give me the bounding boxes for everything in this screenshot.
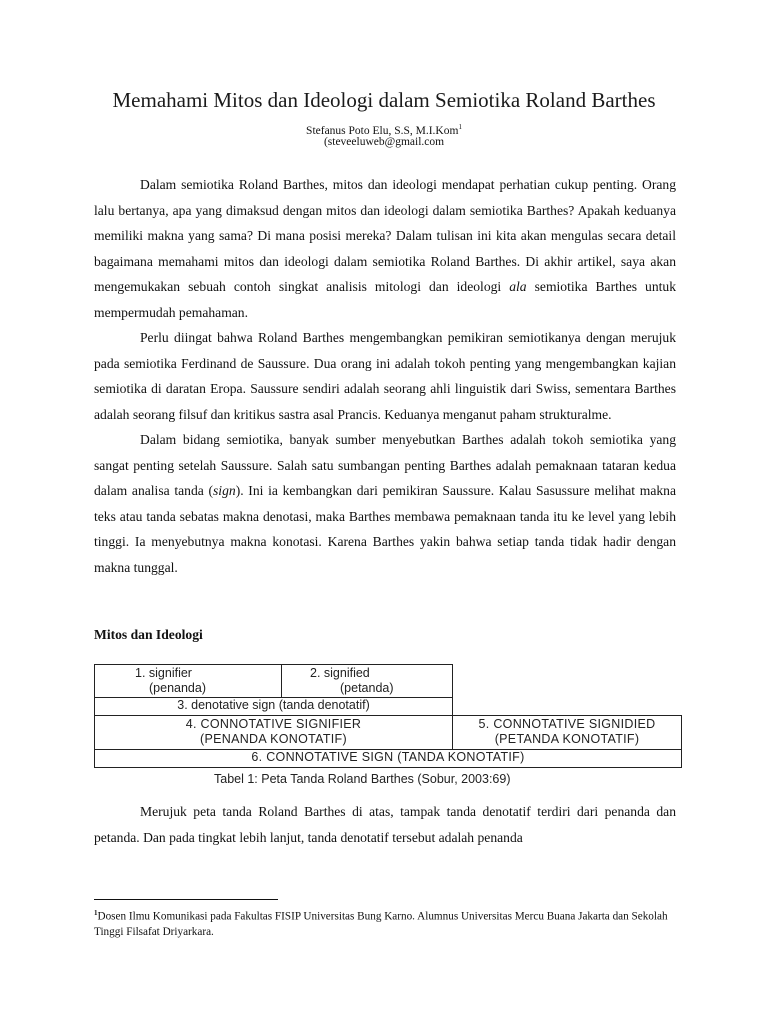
cell-sublabel: (penanda) xyxy=(149,681,206,695)
table-cell-signified xyxy=(281,664,453,698)
paragraph-3-text-b: ). Ini ia kembangkan dari pemikiran Saussure. Kalau Sasussure melihat makna teks atau tanda sebatas makna denotasi, maka Barthes membawa pemaknaan tanda itu ke level yang lebih tinggi. Ia menyebutnya makna konotasi. Karena Barthes yakin bahwa setiap tanda tidak hadir dengan makna tunggal. xyxy=(94,483,676,575)
footnote xyxy=(94,906,684,941)
table-cell-connotative-sign xyxy=(94,749,682,768)
document-title: Memahami Mitos dan Ideologi dalam Semiotika Roland Barthes xyxy=(112,88,656,112)
section-heading: Mitos dan Ideologi xyxy=(94,627,203,642)
table-cell-signifier xyxy=(94,664,282,698)
paragraph-3 xyxy=(94,427,676,580)
paragraph-1-emphasis: ala xyxy=(509,279,527,294)
footnote-mark: 1 xyxy=(94,909,98,917)
cell-sublabel: (PETANDA KONOTATIF) xyxy=(494,732,640,746)
table-cell-connotative-signified xyxy=(452,715,682,750)
cell-label: 5. CONNOTATIVE SIGNIDIED xyxy=(478,717,656,731)
cell-label: 4. CONNOTATIVE SIGNIFIER xyxy=(185,717,362,731)
cell-label: 6. CONNOTATIVE SIGN (TANDA KONOTATIF) xyxy=(251,750,525,764)
paragraph-3-emphasis: sign xyxy=(213,483,236,498)
paragraph-1-text-b: semiotika Barthes untuk mempermudah pemahaman. xyxy=(94,279,676,320)
paragraph-3-text-a: Dalam bidang semiotika, banyak sumber menyebutkan Barthes adalah tokoh semiotika yang sangat penting setelah Saussure. Salah satu sumbangan penting Barthes adalah pemaknaan tataran kedua dalam analisa tanda ( xyxy=(94,432,676,498)
cell-sublabel: (PENANDA KONOTATIF) xyxy=(200,732,347,746)
author-name: Stefanus Poto Elu, S.S, M.I.Kom xyxy=(306,124,459,137)
table-cell-denotative-sign xyxy=(94,697,453,716)
table-caption: Tabel 1: Peta Tanda Roland Barthes (Sobur, 2003:69) xyxy=(214,772,511,786)
author-email: (steveeluweb@gmail.com xyxy=(323,136,445,148)
cell-label: 2. signified xyxy=(310,666,370,680)
footnote-text: Dosen Ilmu Komunikasi pada Fakultas FISIP Universitas Bung Karno. Alumnus Universitas Mercu Buana Jakarta dan Sekolah Tinggi Filsafat Driyarkara. xyxy=(94,910,668,939)
cell-label: 1. signifier xyxy=(135,666,192,680)
cell-sublabel: (petanda) xyxy=(340,681,394,695)
paragraph-4: Merujuk peta tanda Roland Barthes di atas, tampak tanda denotatif terdiri dari penanda dan petanda. Dan pada tingkat lebih lanjut, tanda denotatif tersebut adalah penanda xyxy=(94,804,676,845)
table-cell-connotative-signifier xyxy=(94,715,453,750)
author-footnote-mark: 1 xyxy=(458,123,462,131)
paragraph-1 xyxy=(94,172,676,325)
intro-section xyxy=(94,172,676,580)
paragraph-2: Perlu diingat bahwa Roland Barthes mengembangkan pemikiran semiotikanya dengan merujuk pada semiotika Ferdinand de Saussure. Dua orang ini adalah tokoh penting yang mengembangkan kajian semiotika di daratan Eropa. Saussure sendiri adalah seorang ahli linguistik dari Swiss, sementara Barthes adalah seorang filsuf dan kritikus sastra asal Prancis. Keduanya menganut paham strukturalme. xyxy=(94,330,676,422)
paragraph-1-text-a: Dalam semiotika Roland Barthes, mitos dan ideologi mendapat perhatian cukup penting. Orang lalu bertanya, apa yang dimaksud dengan mitos dan ideologi dalam semiotika Barthes? Apakah keduanya memiliki makna yang sama? Di mana posisi mereka? Dalam tulisan ini kita akan mengulas secara detail bagaimana memahami mitos dan ideologi dalam semiotika Roland Barthes. Di akhir artikel, saya akan mengemukakan sebuah contoh singkat analisis mitologi dan ideologi xyxy=(94,177,676,294)
footnote-divider xyxy=(94,899,278,900)
post-table-section xyxy=(94,799,676,850)
cell-label: 3. denotative sign (tanda denotatif) xyxy=(177,698,370,712)
